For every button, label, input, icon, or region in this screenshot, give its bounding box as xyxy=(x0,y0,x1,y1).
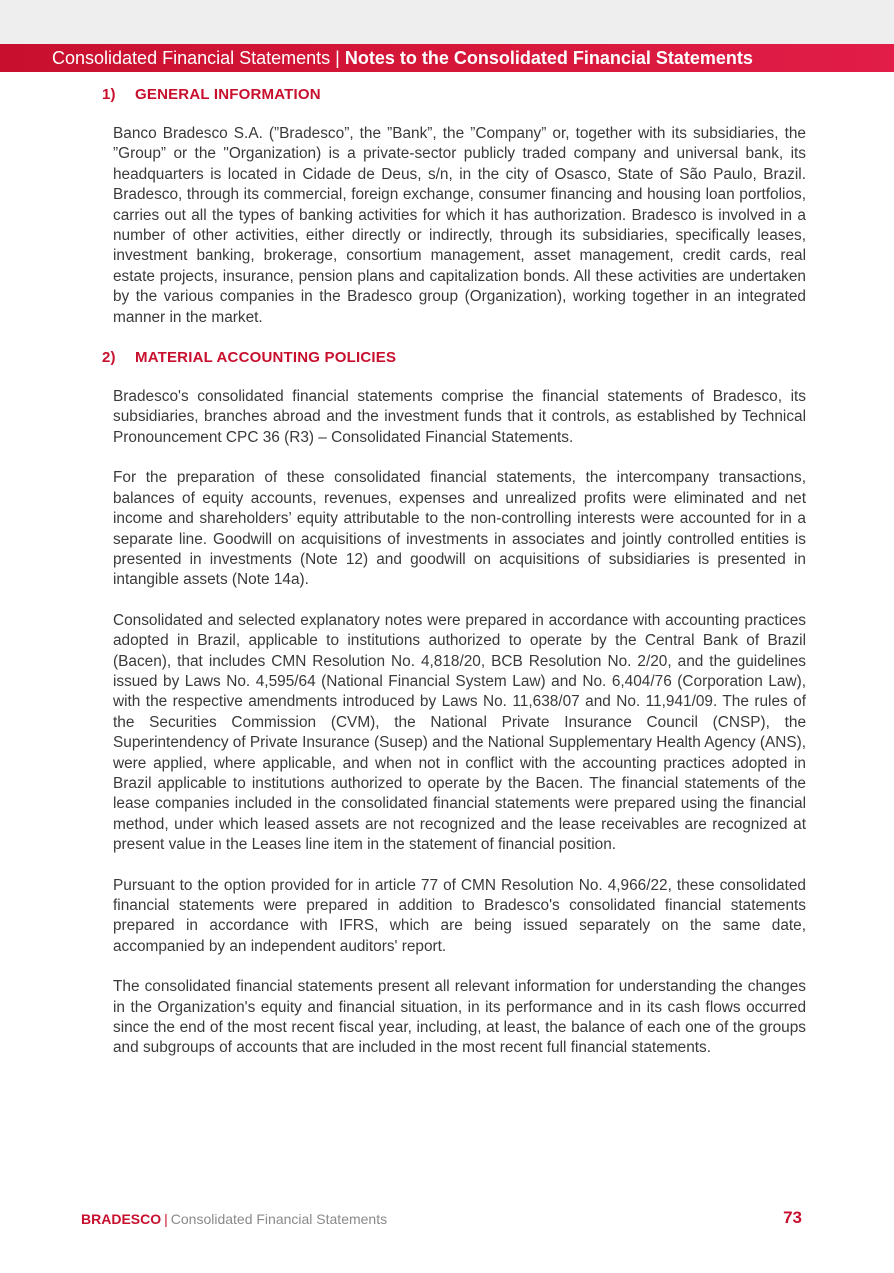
section-heading-material-accounting-policies xyxy=(102,349,806,367)
section-title: GENERAL INFORMATION xyxy=(135,86,321,103)
paragraph: Banco Bradesco S.A. (”Bradesco”, the ”Bank”, the ”Company” or, together with its subsidiaries, the ”Group” or the "Organization) is a private-sector publicly traded company and universal bank, its headquarters is located in Cidade de Deus, s/n, in the city of Osasco, State of São Paulo, Brazil. Bradesco, through its commercial, foreign exchange, consumer financing and housing loan portfolios, carries out all the types of banking activities for which it has authorization. Bradesco is involved in a number of other activities, either directly or indirectly, through its subsidiaries, specifically leases, investment banking, brokerage, consortium management, asset management, credit cards, real estate projects, insurance, pension plans and capitalization bonds. All these activities are undertaken by the various companies in the Bradesco group (Organization), working together in an integrated manner in the market. xyxy=(113,125,806,326)
header-banner xyxy=(0,44,894,72)
footer-brand: BRADESCO xyxy=(81,1211,162,1227)
header-separator: | xyxy=(335,48,340,68)
section-title: MATERIAL ACCOUNTING POLICIES xyxy=(135,349,397,367)
header-section: Consolidated Financial Statements xyxy=(52,48,331,68)
footer-title: Consolidated Financial Statements xyxy=(170,1211,388,1227)
footer xyxy=(81,1210,387,1228)
top-margin xyxy=(0,0,894,44)
header-title: Notes to the Consolidated Financial Statements xyxy=(344,48,753,68)
paragraph: Consolidated and selected explanatory notes were prepared in accordance with accounting practices adopted in Brazil, applicable to institutions authorized to operate by the Central Bank of Brazil (Bacen), that includes CMN Resolution No. 4,818/20, BCB Resolution No. 2/20, and the guidelines issued by Laws No. 4,595/64 (National Financial System Law) and No. 6,404/76 (Corporation Law), with the respective amendments introduced by Laws No. 11,638/07 and No. 11,941/09. The rules of the Securities Commission (CVM), the National Private Insurance Council (CNSP), the Superintendency of Private Insurance (Susep) and the National Supplementary Health Agency (ANS), were applied, where applicable, and when not in conflict with the accounting practices adopted in Brazil applicable to institutions authorized to operate by the Bacen. The financial statements of the lease companies included in the consolidated financial statements were prepared using the financial method, under which leased assets are not recognized and the lease receivables are recognized at present value in the Leases line item in the statement of financial position. xyxy=(113,611,806,854)
document-body xyxy=(102,86,806,1059)
footer-divider: | xyxy=(164,1211,168,1227)
paragraph: For the preparation of these consolidated financial statements, the intercompany transactions, balances of equity accounts, revenues, expenses and unrealized profits were eliminated and net income and shareholders’ equity attributable to the non-controlling interests were accounted for in a separate line. Goodwill on acquisitions of investments in associates and jointly controlled entities is presented in investments (Note 12) and goodwill on acquisitions of subsidiaries is presented in intangible assets (Note 14a). xyxy=(113,469,806,589)
paragraph: The consolidated financial statements present all relevant information for understanding the changes in the Organization's equity and financial situation, in its performance and in its cash flows occurred since the end of the most recent fiscal year, including, at least, the balance of each one of the groups and subgroups of accounts that are included in the most recent full financial statements. xyxy=(113,978,806,1057)
section-number: 1) xyxy=(102,86,116,103)
section-heading-general-information xyxy=(102,86,806,104)
section-number: 2) xyxy=(102,349,116,367)
paragraph: Bradesco's consolidated financial statements comprise the financial statements of Bradesco, its subsidiaries, branches abroad and the investment funds that it controls, as established by Technical Pronouncement CPC 36 (R3) – Consolidated Financial Statements. xyxy=(113,388,806,446)
paragraph: Pursuant to the option provided for in article 77 of CMN Resolution No. 4,966/22, these consolidated financial statements were prepared in addition to Bradesco's consolidated financial statements prepared in accordance with IFRS, which are being issued separately on the same date, accompanied by an independent auditors' report. xyxy=(113,876,806,955)
page-number: 73 xyxy=(783,1208,802,1227)
